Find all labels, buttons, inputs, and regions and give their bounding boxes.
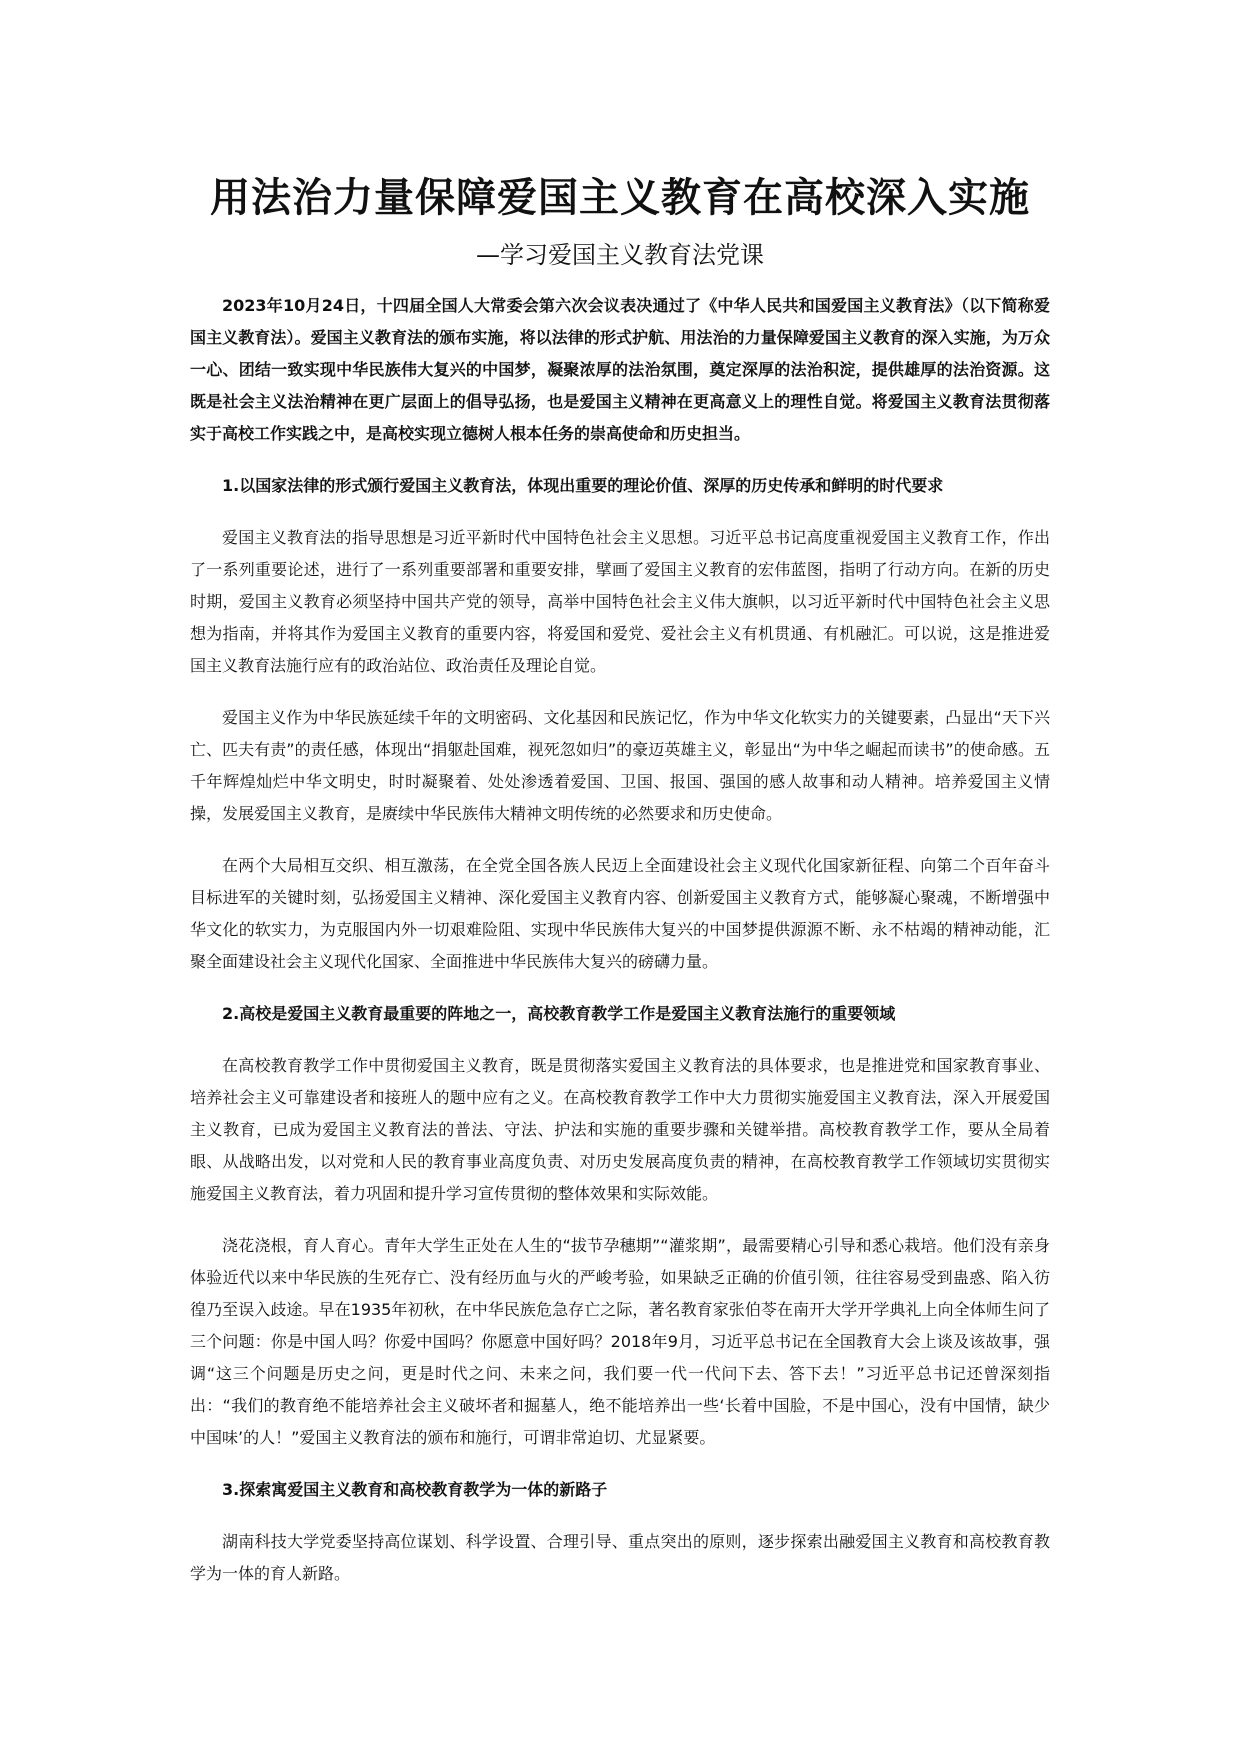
document-title: 用法治力量保障爱国主义教育在高校深入实施 bbox=[210, 175, 1030, 221]
section-heading: 2.高校是爱国主义教育最重要的阵地之一，高校教育教学工作是爱国主义教育法施行的重要领域 bbox=[222, 1004, 896, 1023]
document-subtitle: —学习爱国主义教育法党课 bbox=[476, 241, 764, 269]
body-paragraph: 浇花浇根，育人育心。青年大学生正处在人生的“拔节孕穗期”“灌浆期”，最需要精心引导和悉心栽培。他们没有亲身体验近代以来中华民族的生死存亡、没有经历血与火的严峻考验，如果缺乏正确的价值引领，往往容易受到蛊惑、陷入彷徨乃至误入歧途。早在1935年初秋，在中华民族危急存亡之际，著名教育家张伯苓在南开大学开学典礼上向全体师生问了三个问题：你是中国人吗？你爱中国吗？你愿意中国好吗？2018年9月，习近平总书记在全国教育大会上谈及该故事，强调“这三个问题是历史之问，更是时代之问、未来之问，我们要一代一代问下去、答下去！”习近平总书记还曾深刻指出：“我们的教育绝不能培养社会主义破坏者和掘墓人，绝不能培养出一些‘长着中国脸，不是中国心，没有中国情，缺少中国味’的人！”爱国主义教育法的颁布和施行，可谓非常迫切、尤显紧要。 bbox=[190, 1236, 1050, 1447]
body-paragraph: 爱国主义作为中华民族延续千年的文明密码、文化基因和民族记忆，作为中华文化软实力的关键要素，凸显出“天下兴亡、匹夫有责”的责任感，体现出“捐躯赴国难，视死忽如归”的豪迈英雄主义，彰显出“为中华之崛起而读书”的使命感。五千年辉煌灿烂中华文明史，时时凝聚着、处处渗透着爱国、卫国、报国、强国的感人故事和动人精神。培养爱国主义情操，发展爱国主义教育，是赓续中华民族伟大精神文明传统的必然要求和历史使命。 bbox=[190, 708, 1050, 823]
section-2 bbox=[190, 998, 1050, 1454]
body-paragraph: 爱国主义教育法的指导思想是习近平新时代中国特色社会主义思想。习近平总书记高度重视爱国主义教育工作，作出了一系列重要论述，进行了一系列重要部署和重要安排，擘画了爱国主义教育的宏伟蓝图，指明了行动方向。在新的历史时期，爱国主义教育必须坚持中国共产党的领导，高举中国特色社会主义伟大旗帜，以习近平新时代中国特色社会主义思想为指南，并将其作为爱国主义教育的重要内容，将爱国和爱党、爱社会主义有机贯通、有机融汇。可以说，这是推进爱国主义教育法施行应有的政治站位、政治责任及理论自觉。 bbox=[190, 528, 1050, 675]
body-paragraph: 湖南科技大学党委坚持高位谋划、科学设置、合理引导、重点突出的原则，逐步探索出融爱国主义教育和高校教育教学为一体的育人新路。 bbox=[190, 1532, 1050, 1583]
section-heading: 3.探索寓爱国主义教育和高校教育教学为一体的新路子 bbox=[222, 1480, 608, 1499]
body-paragraph: 在高校教育教学工作中贯彻爱国主义教育，既是贯彻落实爱国主义教育法的具体要求，也是推进党和国家教育事业、培养社会主义可靠建设者和接班人的题中应有之义。在高校教育教学工作中大力贯彻实施爱国主义教育法，深入开展爱国主义教育，已成为爱国主义教育法的普法、守法、护法和实施的重要步骤和关键举措。高校教育教学工作，要从全局着眼、从战略出发，以对党和人民的教育事业高度负责、对历史发展高度负责的精神，在高校教育教学工作领域切实贯彻实施爱国主义教育法，着力巩固和提升学习宣传贯彻的整体效果和实际效能。 bbox=[190, 1056, 1050, 1203]
section-1 bbox=[190, 470, 1050, 978]
section-heading: 1.以国家法律的形式颁行爱国主义教育法，体现出重要的理论价值、深厚的历史传承和鲜明的时代要求 bbox=[222, 476, 944, 495]
body-paragraph: 在两个大局相互交织、相互激荡，在全党全国各族人民迈上全面建设社会主义现代化国家新征程、向第二个百年奋斗目标进军的关键时刻，弘扬爱国主义精神、深化爱国主义教育内容、创新爱国主义教育方式，能够凝心聚魂，不断增强中华文化的软实力，为克服国内外一切艰难险阻、实现中华民族伟大复兴的中国梦提供源源不断、永不枯竭的精神动能，汇聚全面建设社会主义现代化国家、全面推进中华民族伟大复兴的磅礴力量。 bbox=[190, 856, 1050, 971]
section-3 bbox=[190, 1474, 1050, 1590]
intro-paragraph: 2023年10月24日，十四届全国人大常委会第六次会议表决通过了《中华人民共和国爱国主义教育法》（以下简称爱国主义教育法）。爱国主义教育法的颁布实施，将以法律的形式护航、用法治的力量保障爱国主义教育的深入实施，为万众一心、团结一致实现中华民族伟大复兴的中国梦，凝聚浓厚的法治氛围，奠定深厚的法治积淀，提供雄厚的法治资源。这既是社会主义法治精神在更广层面上的倡导弘扬，也是爱国主义精神在更高意义上的理性自觉。将爱国主义教育法贯彻落实于高校工作实践之中，是高校实现立德树人根本任务的崇高使命和历史担当。 bbox=[190, 296, 1050, 443]
